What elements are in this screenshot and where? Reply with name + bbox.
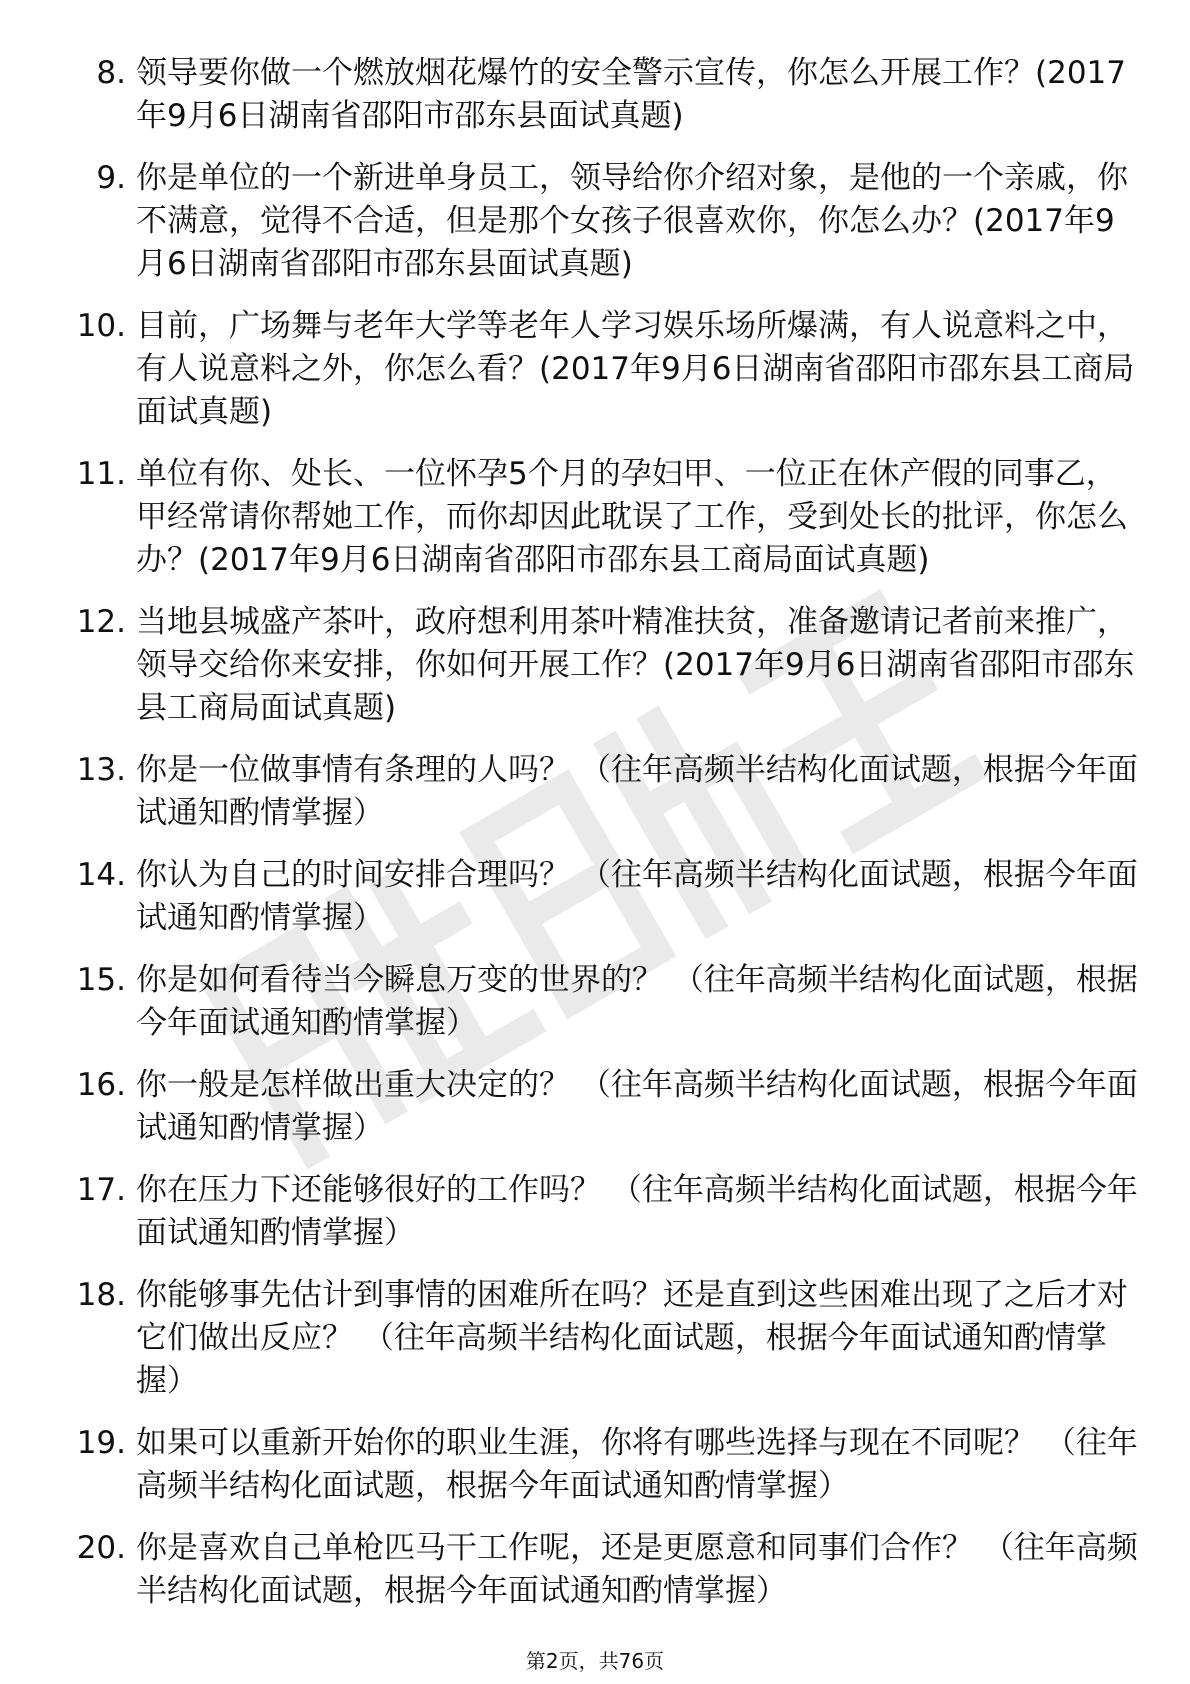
question-number: 14. — [76, 857, 126, 893]
page-footer: 第2页，共76页 — [525, 1649, 665, 1673]
question-text: 你一般是怎样做出重大决定的？ （往年高频半结构化面试题，根据今年面试通知酌情掌握） — [136, 1067, 1138, 1146]
question-item — [60, 453, 1140, 582]
question-list — [60, 52, 1140, 1632]
question-item — [60, 52, 1140, 138]
question-item — [60, 1527, 1140, 1613]
question-number: 10. — [76, 308, 126, 344]
question-item — [60, 1422, 1140, 1508]
question-item — [60, 749, 1140, 835]
question-number: 15. — [76, 962, 126, 998]
question-number: 20. — [76, 1530, 126, 1566]
question-item — [60, 1169, 1140, 1255]
question-number: 17. — [76, 1172, 126, 1208]
question-number: 11. — [76, 456, 126, 492]
question-text: 你是一位做事情有条理的人吗？ （往年高频半结构化面试题，根据今年面试通知酌情掌握） — [136, 752, 1138, 831]
question-number: 16. — [76, 1067, 126, 1103]
question-item — [60, 157, 1140, 286]
question-item — [60, 854, 1140, 940]
question-text: 你是喜欢自己单枪匹马干工作呢，还是更愿意和同事们合作？ （往年高频半结构化面试题，根据今年面试通知酌情掌握） — [136, 1530, 1138, 1609]
question-number: 8. — [96, 55, 126, 91]
question-text: 目前，广场舞与老年大学等老年人学习娱乐场所爆满，有人说意料之中，有人说意料之外，你怎么看？(2017年9月6日湖南省邵阳市邵东县工商局面试真题) — [136, 308, 1135, 430]
question-number: 13. — [76, 752, 126, 788]
question-item — [60, 959, 1140, 1045]
question-text: 你能够事先估计到事情的困难所在吗？还是直到这些困难出现了之后才对它们做出反应？ （往年高频半结构化面试题，根据今年面试通知酌情掌握） — [136, 1277, 1128, 1399]
question-text: 单位有你、处长、一位怀孕5个月的孕妇甲、一位正在休产假的同事乙，甲经常请你帮她工作，而你却因此耽误了工作，受到处长的批评，你怎么办？(2017年9月6日湖南省邵阳市邵东县工商局面试真题) — [136, 456, 1128, 578]
question-text: 你是单位的一个新进单身员工，领导给你介绍对象，是他的一个亲戚，你不满意，觉得不合适，但是那个女孩子很喜欢你，你怎么办？(2017年9月6日湖南省邵阳市邵东县面试真题) — [136, 160, 1128, 282]
question-item — [60, 601, 1140, 730]
question-number: 12. — [76, 604, 126, 640]
question-number: 19. — [76, 1425, 126, 1461]
question-item — [60, 1064, 1140, 1150]
question-text: 如果可以重新开始你的职业生涯，你将有哪些选择与现在不同呢？ （往年高频半结构化面试题，根据今年面试通知酌情掌握） — [136, 1425, 1138, 1504]
question-text: 领导要你做一个燃放烟花爆竹的安全警示宣传，你怎么开展工作？(2017年9月6日湖南省邵阳市邵东县面试真题) — [136, 55, 1126, 134]
question-text: 你是如何看待当今瞬息万变的世界的？ （往年高频半结构化面试题，根据今年面试通知酌情掌握） — [136, 962, 1138, 1041]
question-item — [60, 1274, 1140, 1403]
question-number: 18. — [76, 1277, 126, 1313]
question-text: 当地县城盛产茶叶，政府想利用茶叶精准扶贫，准备邀请记者前来推广，领导交给你来安排，你如何开展工作？(2017年9月6日湖南省邵阳市邵东县工商局面试真题) — [136, 604, 1135, 726]
question-text: 你认为自己的时间安排合理吗？ （往年高频半结构化面试题，根据今年面试通知酌情掌握） — [136, 857, 1138, 936]
question-text: 你在压力下还能够很好的工作吗？ （往年高频半结构化面试题，根据今年面试通知酌情掌握） — [136, 1172, 1138, 1251]
question-number: 9. — [96, 160, 126, 196]
question-item — [60, 305, 1140, 434]
